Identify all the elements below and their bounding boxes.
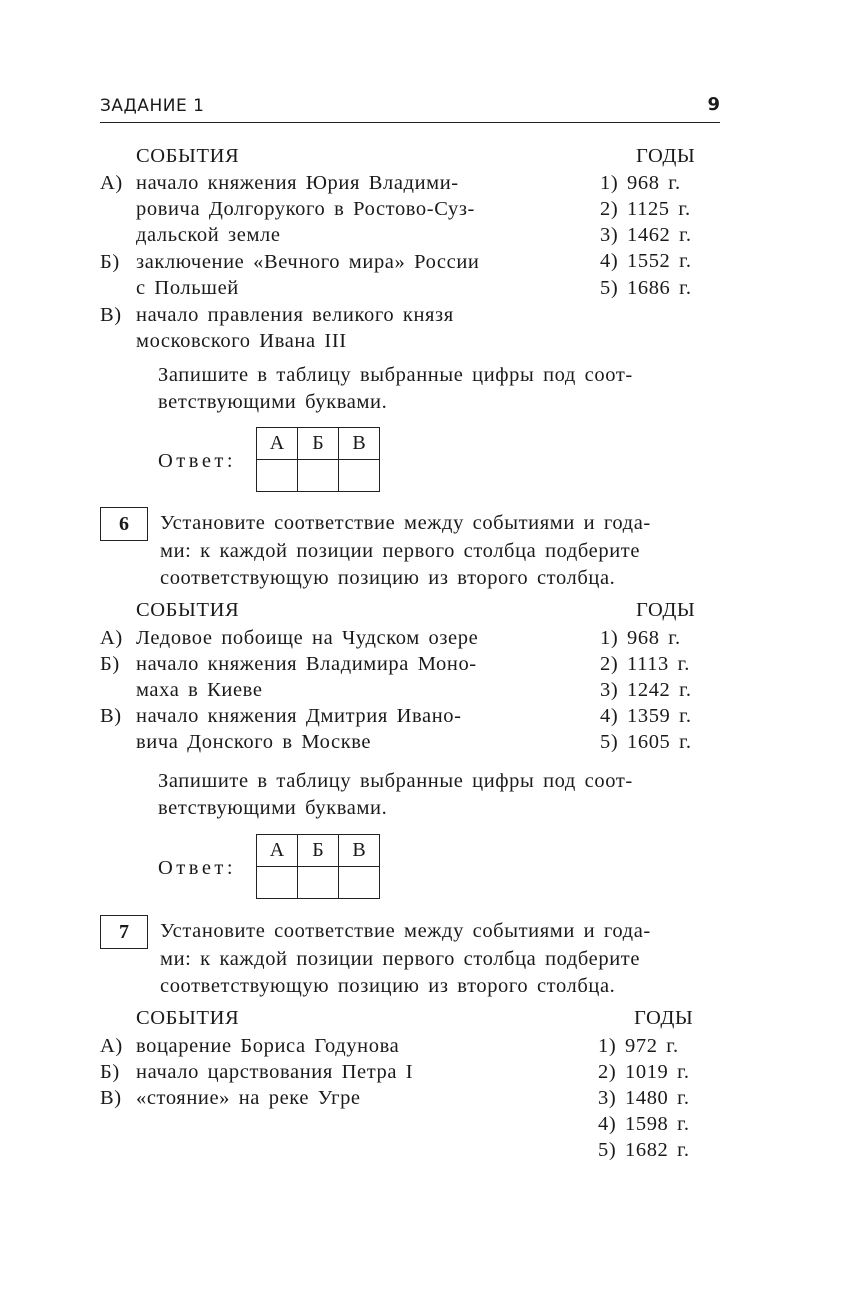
event-letter: А)	[100, 627, 123, 649]
year-option: 1) 968 г.	[600, 172, 681, 194]
instruction-line: Запишите в таблицу выбранные цифры под соот-	[158, 770, 633, 792]
event-text: с Польшей	[136, 277, 239, 299]
prompt-line: соответствующую позицию из второго столбца.	[160, 975, 616, 997]
event-text: начало княжения Владимира Моно-	[136, 653, 477, 675]
answer-column-b: Б	[298, 428, 339, 460]
instruction	[158, 362, 720, 416]
prompt-line: ми: к каждой позиции первого столбца подберите	[160, 539, 641, 562]
year-option: 2) 1125 г.	[600, 198, 691, 220]
answer-cell-a[interactable]	[257, 460, 298, 492]
answer-column-a: А	[257, 835, 298, 867]
event-letter: А)	[100, 1035, 123, 1057]
page-header	[100, 94, 720, 123]
event-letter: Б)	[100, 1061, 120, 1083]
instruction-line: ветствующими буквами.	[158, 391, 388, 413]
event-letter: В)	[100, 705, 122, 727]
years-column-header: ГОДЫ	[636, 145, 696, 167]
year-option: 2) 1113 г.	[600, 653, 691, 675]
event-text: воцарение Бориса Годунова	[136, 1035, 400, 1057]
answer-label: Ответ:	[158, 857, 237, 879]
prompt-line: ми: к каждой позиции первого столбца подберите	[160, 947, 641, 970]
task-number: 7	[100, 915, 148, 949]
year-option: 4) 1359 г.	[600, 705, 692, 727]
prompt-line: Установите соответствие между событиями и года-	[160, 512, 651, 534]
event-letter: В)	[100, 1087, 122, 1109]
prompt-line: соответствующую позицию из второго столбца.	[160, 567, 616, 589]
answer-label: Ответ:	[158, 450, 237, 472]
event-text: Ледовое побоище на Чудском озере	[136, 627, 479, 649]
years-column-header: ГОДЫ	[634, 1007, 694, 1029]
year-option: 3) 1462 г.	[600, 224, 692, 246]
instruction-line: ветствующими буквами.	[158, 797, 388, 819]
event-text: московского Ивана III	[136, 330, 347, 352]
event-text: дальской земле	[136, 224, 281, 246]
task-prompt	[160, 510, 722, 593]
year-option: 5) 1686 г.	[600, 277, 692, 299]
events-column-header: СОБЫТИЯ	[136, 1007, 240, 1029]
event-text: заключение «Вечного мира» России	[136, 251, 480, 273]
event-text: начало царствования Петра I	[136, 1061, 414, 1083]
answer-column-v: В	[339, 835, 380, 867]
instruction	[158, 768, 720, 822]
year-option: 1) 972 г.	[598, 1035, 679, 1057]
year-option: 4) 1598 г.	[598, 1113, 690, 1135]
year-option: 5) 1605 г.	[600, 731, 692, 753]
event-letter: Б)	[100, 653, 120, 675]
event-letter: А)	[100, 172, 123, 194]
event-letter: В)	[100, 304, 122, 326]
answer-cell-v[interactable]	[339, 867, 380, 899]
event-text: начало княжения Дмитрия Ивано-	[136, 705, 462, 727]
instruction-line: Запишите в таблицу выбранные цифры под соот-	[158, 364, 633, 386]
event-text: ровича Долгорукого в Ростово-Суз-	[136, 198, 475, 220]
event-text: «стояние» на реке Угре	[136, 1087, 361, 1109]
event-text: начало княжения Юрия Владими-	[136, 172, 459, 194]
event-letter: Б)	[100, 251, 120, 273]
section-title: ЗАДАНИЕ 1	[100, 96, 205, 116]
answer-cell-a[interactable]	[257, 867, 298, 899]
answer-table	[256, 834, 380, 899]
answer-cell-v[interactable]	[339, 460, 380, 492]
answer-column-v: В	[339, 428, 380, 460]
answer-cell-b[interactable]	[298, 460, 339, 492]
task-prompt	[160, 918, 722, 1001]
year-option: 2) 1019 г.	[598, 1061, 690, 1083]
task-number: 6	[100, 507, 148, 541]
answer-column-a: А	[257, 428, 298, 460]
events-column-header: СОБЫТИЯ	[136, 599, 240, 621]
year-option: 1) 968 г.	[600, 627, 681, 649]
events-column-header: СОБЫТИЯ	[136, 145, 240, 167]
answer-column-b: Б	[298, 835, 339, 867]
year-option: 3) 1242 г.	[600, 679, 692, 701]
year-option: 3) 1480 г.	[598, 1087, 690, 1109]
event-text: маха в Киеве	[136, 679, 263, 701]
answer-table	[256, 427, 380, 492]
years-column-header: ГОДЫ	[636, 599, 696, 621]
event-text: начало правления великого князя	[136, 304, 454, 326]
page-number: 9	[707, 94, 720, 115]
year-option: 4) 1552 г.	[600, 250, 692, 272]
year-option: 5) 1682 г.	[598, 1139, 690, 1161]
prompt-line: Установите соответствие между событиями и года-	[160, 920, 651, 942]
answer-cell-b[interactable]	[298, 867, 339, 899]
event-text: вича Донского в Москве	[136, 731, 372, 753]
